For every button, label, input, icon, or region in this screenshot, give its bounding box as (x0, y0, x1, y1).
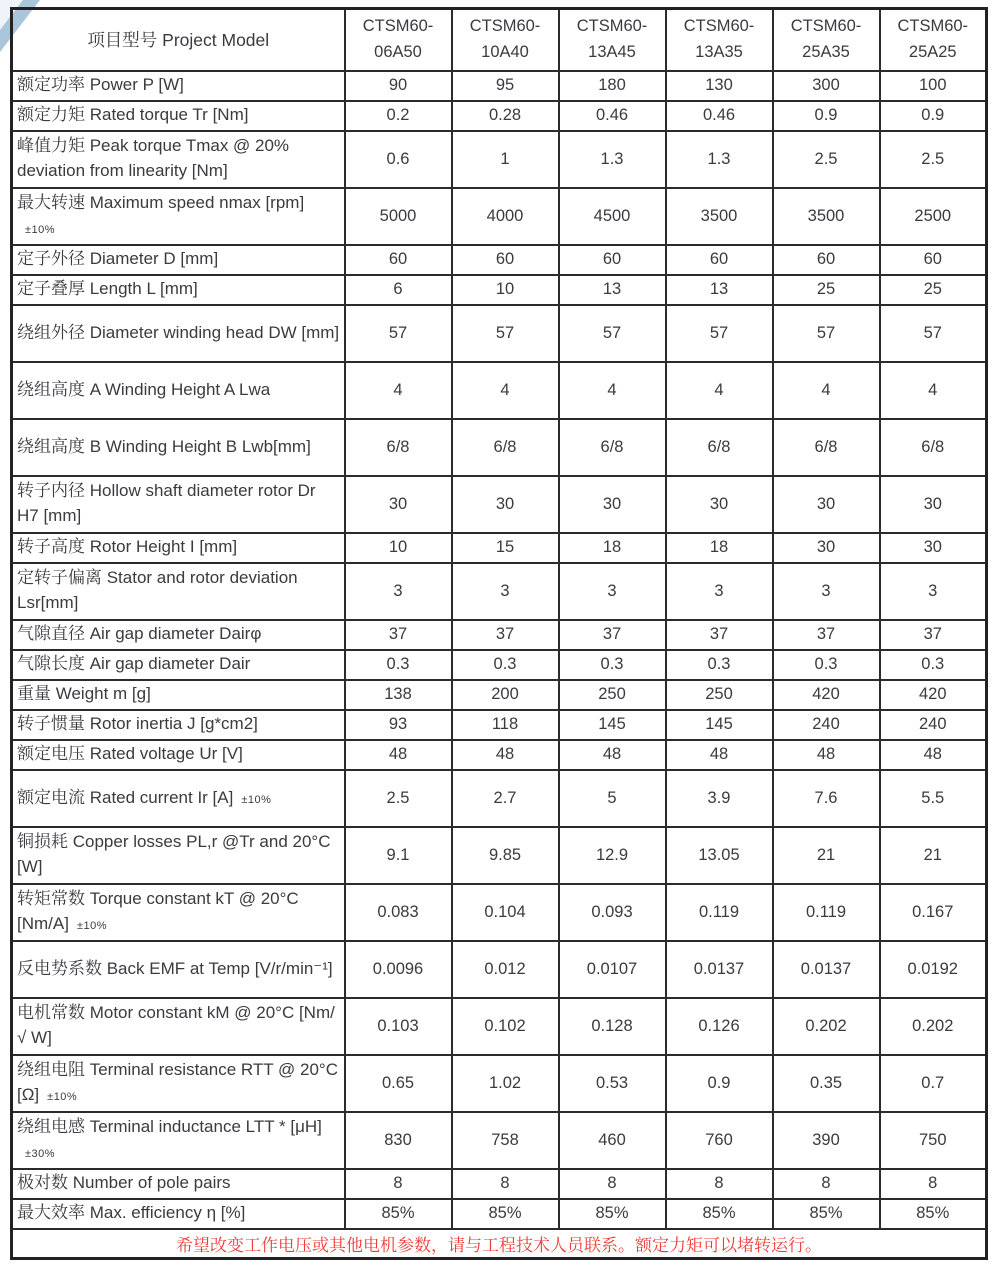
cell-value: 0.202 (773, 998, 880, 1055)
cell-value: 18 (666, 533, 773, 563)
cell-value: 57 (452, 305, 559, 362)
cell-value: 3 (452, 563, 559, 620)
footer-row (12, 1229, 987, 1259)
cell-value: 0.3 (559, 650, 666, 680)
cell-value: 37 (559, 620, 666, 650)
cell-value: 0.0137 (773, 941, 880, 998)
cell-value: 48 (773, 740, 880, 770)
table-row (12, 245, 987, 275)
cell-value: 8 (345, 1169, 452, 1199)
cell-value: 100 (880, 71, 987, 101)
cell-value: 0.9 (666, 1055, 773, 1112)
cell-value: 4 (666, 362, 773, 419)
table-row (12, 1169, 987, 1199)
cell-value: 0.103 (345, 998, 452, 1055)
model-column-header (452, 9, 559, 71)
table-row (12, 1055, 987, 1112)
row-label: 额定功率 Power P [W] (12, 71, 345, 101)
model-column-header (345, 9, 452, 71)
cell-value: 420 (773, 680, 880, 710)
cell-value: 9.1 (345, 827, 452, 884)
table-row (12, 476, 987, 533)
cell-value: 0.0107 (559, 941, 666, 998)
cell-value: 85% (666, 1199, 773, 1229)
table-row (12, 620, 987, 650)
cell-value: 240 (773, 710, 880, 740)
cell-value: 15 (452, 533, 559, 563)
cell-value: 6/8 (666, 419, 773, 476)
cell-value: 3500 (666, 188, 773, 245)
table-row (12, 998, 987, 1055)
table-row (12, 101, 987, 131)
table-body (12, 71, 987, 1229)
cell-value: 830 (345, 1112, 452, 1169)
model-code: 06A50 (374, 42, 422, 61)
cell-value: 750 (880, 1112, 987, 1169)
cell-value: 6/8 (345, 419, 452, 476)
cell-value: 85% (773, 1199, 880, 1229)
row-label: 最大效率 Max. efficiency η [%] (12, 1199, 345, 1229)
cell-value: 8 (452, 1169, 559, 1199)
cell-value: 0.46 (666, 101, 773, 131)
cell-value: 5 (559, 770, 666, 827)
cell-value: 2.5 (345, 770, 452, 827)
cell-value: 6/8 (880, 419, 987, 476)
cell-value: 85% (345, 1199, 452, 1229)
cell-value: 37 (452, 620, 559, 650)
cell-value: 4 (452, 362, 559, 419)
row-label: 气隙直径 Air gap diameter Dairφ (12, 620, 345, 650)
cell-value: 250 (666, 680, 773, 710)
cell-value: 0.104 (452, 884, 559, 941)
row-label: 额定电压 Rated voltage Ur [V] (12, 740, 345, 770)
row-label: 定转子偏离 Stator and rotor deviation Lsr[mm] (12, 563, 345, 620)
table-header-row (12, 9, 987, 71)
row-label: 气隙长度 Air gap diameter Dair (12, 650, 345, 680)
table-row (12, 71, 987, 101)
cell-value: 0.46 (559, 101, 666, 131)
model-code: 13A35 (695, 42, 743, 61)
cell-value: 390 (773, 1112, 880, 1169)
cell-value: 8 (666, 1169, 773, 1199)
table-row (12, 419, 987, 476)
model-code: 13A45 (588, 42, 636, 61)
cell-value: 0.3 (666, 650, 773, 680)
cell-value: 90 (345, 71, 452, 101)
cell-value: 0.3 (345, 650, 452, 680)
cell-value: 48 (452, 740, 559, 770)
cell-value: 1.3 (666, 131, 773, 188)
table-row (12, 941, 987, 998)
cell-value: 30 (773, 533, 880, 563)
table-row (12, 275, 987, 305)
model-series: CTSM60- (576, 17, 648, 36)
cell-value: 13 (666, 275, 773, 305)
model-code: 10A40 (481, 42, 529, 61)
row-label: 峰值力矩 Peak torque Tmax @ 20% deviation from linearity [Nm] (12, 131, 345, 188)
row-label: 绕组高度 A Winding Height A Lwa (12, 362, 345, 419)
cell-value: 30 (452, 476, 559, 533)
table-row (12, 305, 987, 362)
cell-value: 0.35 (773, 1055, 880, 1112)
cell-value: 0.102 (452, 998, 559, 1055)
cell-value: 240 (880, 710, 987, 740)
model-column-header (773, 9, 880, 71)
cell-value: 8 (880, 1169, 987, 1199)
row-label: 绕组电感 Terminal inductance LTT * [μH]±30% (12, 1112, 345, 1169)
cell-value: 0.012 (452, 941, 559, 998)
tolerance-note: ±10% (25, 224, 56, 236)
cell-value: 0.3 (452, 650, 559, 680)
row-label: 铜损耗 Copper losses PL,r @Tr and 20°C [W] (12, 827, 345, 884)
cell-value: 57 (559, 305, 666, 362)
cell-value: 0.126 (666, 998, 773, 1055)
project-model-header: 项目型号 Project Model (12, 9, 345, 71)
row-label: 电机常数 Motor constant kM @ 20°C [Nm/ √ W] (12, 998, 345, 1055)
cell-value: 0.65 (345, 1055, 452, 1112)
cell-value: 250 (559, 680, 666, 710)
model-series: CTSM60- (790, 17, 862, 36)
cell-value: 5000 (345, 188, 452, 245)
table-row (12, 680, 987, 710)
row-label: 绕组外径 Diameter winding head DW [mm] (12, 305, 345, 362)
row-label: 转子高度 Rotor Height I [mm] (12, 533, 345, 563)
cell-value: 10 (452, 275, 559, 305)
cell-value: 57 (880, 305, 987, 362)
cell-value: 6 (345, 275, 452, 305)
cell-value: 0.9 (880, 101, 987, 131)
cell-value: 2500 (880, 188, 987, 245)
cell-value: 37 (880, 620, 987, 650)
table-row (12, 1112, 987, 1169)
model-series: CTSM60- (897, 17, 969, 36)
cell-value: 60 (559, 245, 666, 275)
row-label: 额定电流 Rated current Ir [A] ±10% (12, 770, 345, 827)
cell-value: 0.0137 (666, 941, 773, 998)
cell-value: 2.5 (773, 131, 880, 188)
cell-value: 48 (666, 740, 773, 770)
cell-value: 85% (880, 1199, 987, 1229)
model-column-header (666, 9, 773, 71)
cell-value: 0.0096 (345, 941, 452, 998)
table-row (12, 188, 987, 245)
cell-value: 1.3 (559, 131, 666, 188)
row-label: 额定力矩 Rated torque Tr [Nm] (12, 101, 345, 131)
cell-value: 30 (880, 476, 987, 533)
cell-value: 60 (773, 245, 880, 275)
cell-value: 118 (452, 710, 559, 740)
cell-value: 3 (880, 563, 987, 620)
tolerance-note: ±10% (241, 793, 272, 806)
cell-value: 0.2 (345, 101, 452, 131)
table-row (12, 563, 987, 620)
cell-value: 0.6 (345, 131, 452, 188)
table-row (12, 710, 987, 740)
cell-value: 60 (345, 245, 452, 275)
cell-value: 95 (452, 71, 559, 101)
cell-value: 12.9 (559, 827, 666, 884)
cell-value: 25 (880, 275, 987, 305)
model-series: CTSM60- (362, 17, 434, 36)
table-row (12, 884, 987, 941)
cell-value: 30 (559, 476, 666, 533)
row-label: 反电势系数 Back EMF at Temp [V/r/min⁻¹] (12, 941, 345, 998)
cell-value: 3 (773, 563, 880, 620)
cell-value: 57 (345, 305, 452, 362)
row-label: 定子外径 Diameter D [mm] (12, 245, 345, 275)
cell-value: 13.05 (666, 827, 773, 884)
cell-value: 30 (773, 476, 880, 533)
cell-value: 10 (345, 533, 452, 563)
cell-value: 3.9 (666, 770, 773, 827)
cell-value: 2.5 (880, 131, 987, 188)
model-code: 25A25 (908, 42, 957, 61)
cell-value: 3 (666, 563, 773, 620)
tolerance-note: ±30% (25, 1148, 56, 1160)
row-label: 转矩常数 Torque constant kT @ 20°C [Nm/A] ±10% (12, 884, 345, 941)
cell-value: 30 (880, 533, 987, 563)
cell-value: 0.9 (773, 101, 880, 131)
cell-value: 758 (452, 1112, 559, 1169)
cell-value: 4000 (452, 188, 559, 245)
table-row (12, 131, 987, 188)
cell-value: 0.7 (880, 1055, 987, 1112)
cell-value: 3500 (773, 188, 880, 245)
cell-value: 6/8 (559, 419, 666, 476)
cell-value: 130 (666, 71, 773, 101)
cell-value: 7.6 (773, 770, 880, 827)
cell-value: 4 (773, 362, 880, 419)
cell-value: 8 (773, 1169, 880, 1199)
model-column-header (880, 9, 987, 71)
cell-value: 6/8 (773, 419, 880, 476)
cell-value: 21 (880, 827, 987, 884)
cell-value: 6/8 (452, 419, 559, 476)
cell-value: 0.083 (345, 884, 452, 941)
row-label: 转子惯量 Rotor inertia J [g*cm2] (12, 710, 345, 740)
cell-value: 0.119 (666, 884, 773, 941)
motor-spec-table (10, 7, 988, 1260)
row-label: 重量 Weight m [g] (12, 680, 345, 710)
cell-value: 1 (452, 131, 559, 188)
cell-value: 4 (559, 362, 666, 419)
cell-value: 48 (345, 740, 452, 770)
table-row (12, 1199, 987, 1229)
model-column-header (559, 9, 666, 71)
cell-value: 60 (666, 245, 773, 275)
cell-value: 37 (666, 620, 773, 650)
cell-value: 85% (452, 1199, 559, 1229)
model-series: CTSM60- (469, 17, 541, 36)
cell-value: 3 (559, 563, 666, 620)
model-series: CTSM60- (683, 17, 755, 36)
table-row (12, 650, 987, 680)
cell-value: 18 (559, 533, 666, 563)
table-row (12, 740, 987, 770)
cell-value: 0.3 (880, 650, 987, 680)
cell-value: 0.093 (559, 884, 666, 941)
cell-value: 0.28 (452, 101, 559, 131)
cell-value: 85% (559, 1199, 666, 1229)
cell-value: 4 (345, 362, 452, 419)
cell-value: 30 (345, 476, 452, 533)
model-code: 25A35 (802, 42, 850, 61)
cell-value: 760 (666, 1112, 773, 1169)
cell-value: 420 (880, 680, 987, 710)
cell-value: 1.02 (452, 1055, 559, 1112)
cell-value: 37 (345, 620, 452, 650)
cell-value: 145 (666, 710, 773, 740)
cell-value: 4 (880, 362, 987, 419)
cell-value: 0.119 (773, 884, 880, 941)
cell-value: 9.85 (452, 827, 559, 884)
tolerance-note: ±10% (76, 920, 108, 932)
cell-value: 13 (559, 275, 666, 305)
cell-value: 8 (559, 1169, 666, 1199)
row-label: 最大转速 Maximum speed nmax [rpm]±10% (12, 188, 345, 245)
cell-value: 460 (559, 1112, 666, 1169)
cell-value: 138 (345, 680, 452, 710)
table-row (12, 533, 987, 563)
cell-value: 0.3 (773, 650, 880, 680)
table-row (12, 827, 987, 884)
cell-value: 48 (559, 740, 666, 770)
cell-value: 2.7 (452, 770, 559, 827)
tolerance-note: ±10% (47, 1091, 78, 1103)
cell-value: 0.167 (880, 884, 987, 941)
cell-value: 25 (773, 275, 880, 305)
cell-value: 48 (880, 740, 987, 770)
cell-value: 145 (559, 710, 666, 740)
cell-value: 57 (666, 305, 773, 362)
table-row (12, 362, 987, 419)
cell-value: 3 (345, 563, 452, 620)
cell-value: 93 (345, 710, 452, 740)
cell-value: 60 (452, 245, 559, 275)
cell-value: 21 (773, 827, 880, 884)
cell-value: 0.202 (880, 998, 987, 1055)
cell-value: 180 (559, 71, 666, 101)
cell-value: 0.0192 (880, 941, 987, 998)
cell-value: 0.53 (559, 1055, 666, 1112)
row-label: 绕组高度 B Winding Height B Lwb[mm] (12, 419, 345, 476)
row-label: 绕组电阻 Terminal resistance RTT @ 20°C [Ω] ±10% (12, 1055, 345, 1112)
cell-value: 4500 (559, 188, 666, 245)
cell-value: 0.128 (559, 998, 666, 1055)
row-label: 定子叠厚 Length L [mm] (12, 275, 345, 305)
cell-value: 200 (452, 680, 559, 710)
cell-value: 60 (880, 245, 987, 275)
cell-value: 57 (773, 305, 880, 362)
cell-value: 37 (773, 620, 880, 650)
cell-value: 5.5 (880, 770, 987, 827)
cell-value: 30 (666, 476, 773, 533)
row-label: 极对数 Number of pole pairs (12, 1169, 345, 1199)
table-row (12, 770, 987, 827)
cell-value: 300 (773, 71, 880, 101)
row-label: 转子内径 Hollow shaft diameter rotor Dr H7 [mm] (12, 476, 345, 533)
footer-note: 希望改变工作电压或其他电机参数，请与工程技术人员联系。额定力矩可以堵转运行。 (12, 1229, 987, 1259)
